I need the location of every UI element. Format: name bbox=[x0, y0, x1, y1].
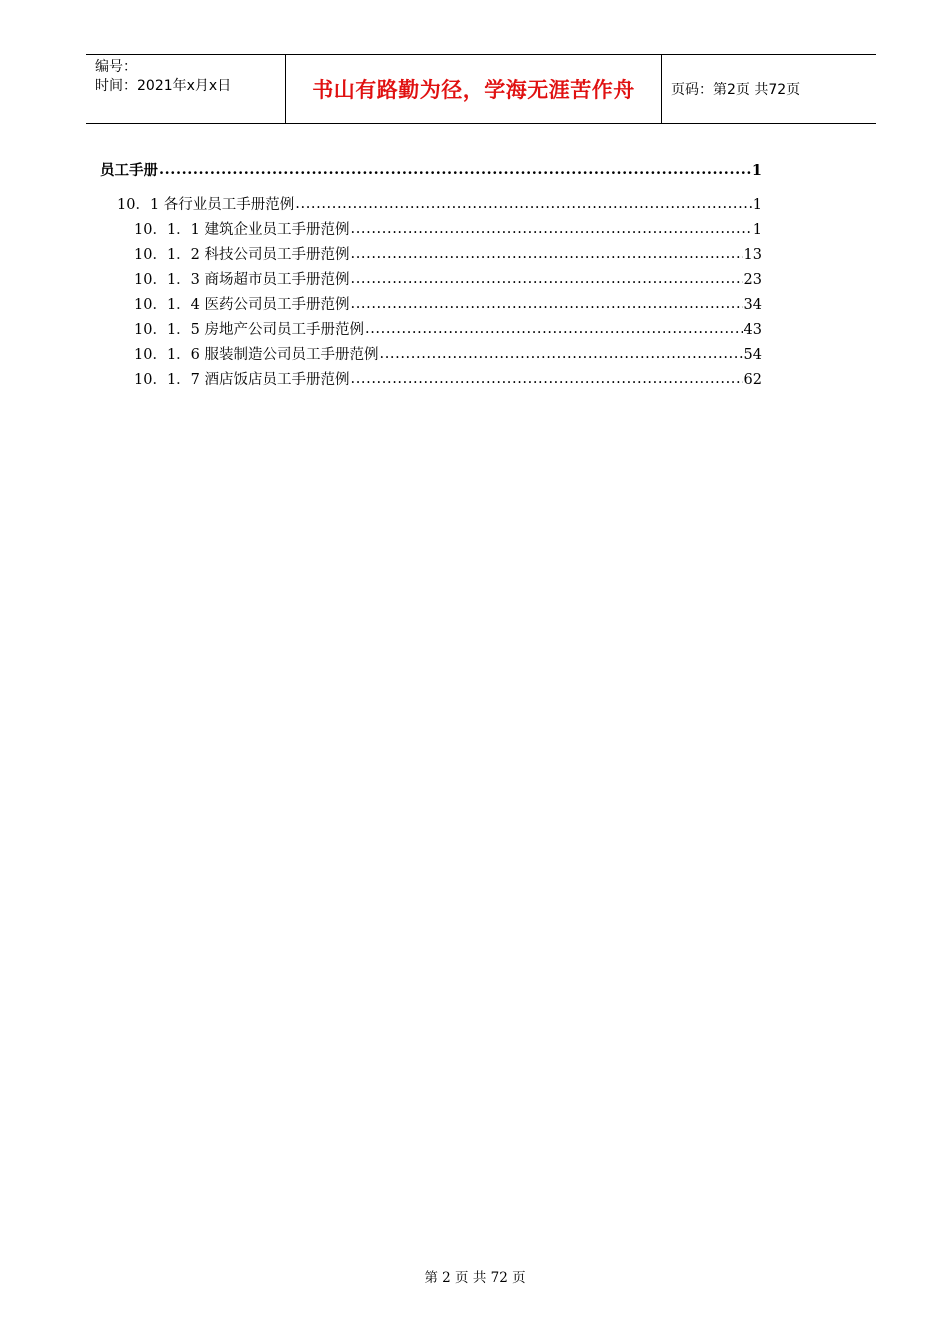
toc-entry-page: 1 bbox=[751, 162, 762, 179]
toc-entry-title: 10．1．6 服装制造公司员工手册范例 bbox=[134, 347, 379, 363]
footer-page-number: 第 2 页 共 72 页 bbox=[424, 1270, 526, 1286]
toc-entry-page: 13 bbox=[743, 247, 762, 263]
toc-entry-title: 10．1．1 建筑企业员工手册范例 bbox=[134, 222, 350, 238]
document-number-label: 编号： bbox=[95, 59, 137, 75]
toc-entry-title: 员工手册 bbox=[100, 162, 158, 179]
toc-dot-leader bbox=[351, 292, 743, 317]
toc-entry-employee-handbook[interactable] bbox=[100, 158, 762, 182]
toc-entry-10-1-1[interactable] bbox=[100, 218, 762, 243]
toc-entry-page: 62 bbox=[743, 372, 762, 388]
toc-entry-title: 10．1．4 医药公司员工手册范例 bbox=[134, 297, 350, 313]
toc-entry-10-1-3[interactable] bbox=[100, 268, 762, 293]
page-header bbox=[86, 54, 876, 124]
toc-entry-10-1-6[interactable] bbox=[100, 343, 762, 368]
toc-entry-10-1-2[interactable] bbox=[100, 243, 762, 268]
toc-entry-10-1[interactable] bbox=[100, 193, 762, 218]
header-meta bbox=[86, 55, 286, 123]
toc-dot-leader bbox=[351, 367, 743, 392]
toc-entry-page: 54 bbox=[743, 347, 762, 363]
toc-entry-10-1-7[interactable] bbox=[100, 368, 762, 393]
toc-entry-page: 34 bbox=[743, 297, 762, 313]
toc-entry-title: 10．1．5 房地产公司员工手册范例 bbox=[134, 322, 365, 338]
toc-entry-page: 1 bbox=[752, 197, 762, 213]
toc-dot-leader bbox=[365, 317, 743, 342]
toc-entry-10-1-5[interactable] bbox=[100, 318, 762, 343]
toc-dot-leader bbox=[351, 267, 743, 292]
toc-dot-leader bbox=[351, 242, 743, 267]
toc-entry-page: 23 bbox=[743, 272, 762, 288]
toc-entry-title: 10．1．7 酒店饭店员工手册范例 bbox=[134, 372, 350, 388]
toc-dot-leader bbox=[380, 342, 743, 367]
document-time: 时间：2021年x月x日 bbox=[95, 78, 232, 94]
toc-entry-page: 43 bbox=[743, 322, 762, 338]
toc-dot-leader bbox=[159, 157, 751, 182]
toc-entry-page: 1 bbox=[752, 222, 762, 238]
page-footer bbox=[0, 1266, 950, 1286]
toc-entry-title: 10．1 各行业员工手册范例 bbox=[117, 197, 295, 213]
table-of-contents bbox=[100, 158, 762, 393]
header-motto: 书山有路勤为径，学海无涯苦作舟 bbox=[286, 55, 662, 123]
toc-entry-title: 10．1．3 商场超市员工手册范例 bbox=[134, 272, 350, 288]
toc-dot-leader bbox=[295, 192, 751, 217]
toc-entry-title: 10．1．2 科技公司员工手册范例 bbox=[134, 247, 350, 263]
toc-entry-10-1-4[interactable] bbox=[100, 293, 762, 318]
header-page-info: 页码：第2页 共72页 bbox=[671, 82, 801, 98]
toc-dot-leader bbox=[351, 217, 752, 242]
